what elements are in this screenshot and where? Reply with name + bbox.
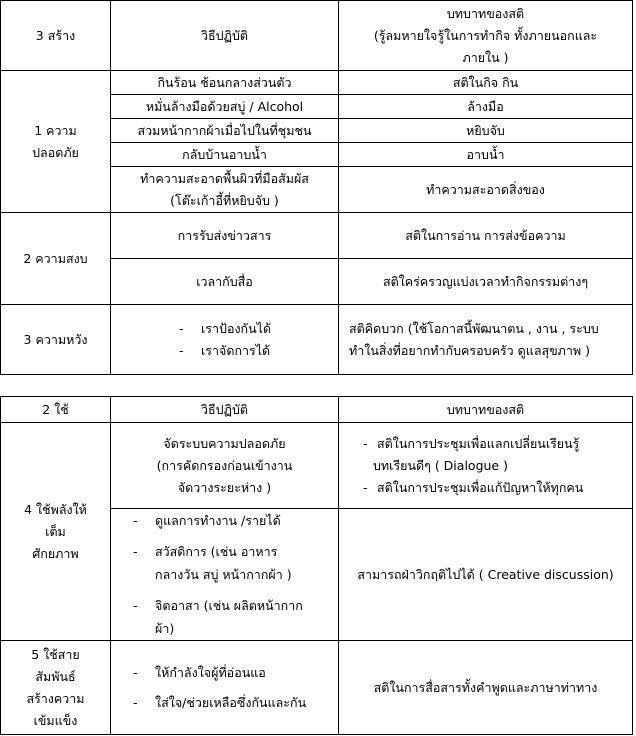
header-use: 2 ใช้: [1, 397, 111, 423]
role-line: ทำในสิ่งที่อยากทำกับครอบครัว ดูแลสุขภาพ ): [349, 342, 591, 358]
section-hope-title: 3 ความหวัง: [1, 305, 111, 375]
practice-cell: [111, 641, 339, 735]
list-item-text: เราจัดการได้: [201, 342, 271, 358]
bullet: -: [133, 598, 138, 613]
practice-cell: กลับบ้านอาบน้ำ: [111, 143, 339, 167]
table-row: [1, 305, 633, 375]
list-item-text: จิตอาสา (เช่น ผลิตหน้ากาก: [155, 598, 303, 613]
practice-cell: เวลากับสื่อ: [111, 259, 339, 305]
table-header-row: [1, 1, 633, 71]
header-role-desc: (รู้ลมหายใจรู้ในการทำกิจ ทั้งภายนอกและ: [373, 27, 598, 43]
practice-line: จัดวางระยะห่าง ): [177, 479, 272, 495]
list-item-text: สติในการประชุมเพื่อแก้ปัญหาให้ทุกคน: [377, 479, 584, 495]
table-row: [1, 423, 633, 509]
practice-line: (การคัดกรองก่อนเข้างาน: [156, 457, 293, 473]
list-item: [125, 594, 334, 640]
section-title-line: ปลอดภัย: [32, 144, 79, 160]
bullet: -: [179, 320, 184, 336]
role-cell: สติใคร่ครวญแบ่งเวลาทำกิจกรรมต่างๆ: [339, 259, 633, 305]
table-row: [1, 641, 633, 735]
list-item: [125, 662, 334, 684]
list-item: [125, 509, 334, 532]
section-title-line: สัมพันธ์: [35, 668, 76, 684]
bullet: -: [363, 479, 368, 495]
list-item: [171, 318, 334, 340]
list-item-text: ดูแลการทำงาน /รายได้: [155, 513, 281, 528]
bullet: -: [133, 544, 138, 559]
section-title-line: 1 ความ: [34, 122, 77, 138]
bullet: -: [363, 435, 368, 451]
practice-cell: [111, 305, 339, 375]
practice-cell: [111, 423, 339, 509]
practice-line: จัดระบบความปลอดภัย: [163, 435, 286, 451]
section-title-line: 4 ใช้พลังให้: [24, 501, 87, 517]
header-mindfulness-role: [339, 1, 633, 71]
role-cell: สติในการสื่อสารทั้งคำพูดและภาษาท่าทาง: [339, 641, 633, 735]
list-item-text: ให้กำลังใจผู้ที่อ่อนแอ: [155, 664, 266, 680]
list-item: [171, 340, 334, 362]
header-role-desc-2: ภายใน ): [462, 49, 509, 65]
list-item-text: ใส่ใจ/ช่วยเหลือซึ่งกันและกัน: [155, 694, 307, 710]
section-potential-title: [1, 423, 111, 641]
list-item-text: ผ้า): [155, 621, 175, 636]
role-cell: อาบน้ำ: [339, 143, 633, 167]
list-item: [125, 692, 334, 714]
role-cell: ทำความสะอาดสิ่งของ: [339, 167, 633, 213]
header-practice: วิธีปฏิบัติ: [111, 1, 339, 71]
list-item-text: สติในการประชุมเพื่อแลกเปลี่ยนเรียนรู้: [377, 435, 580, 451]
list-item: [125, 540, 334, 586]
bullet: -: [133, 694, 138, 710]
section-title-line: 5 ใช้สาย: [31, 646, 80, 662]
list-item-text: กลางวัน สบู่ หน้ากากผ้า ): [155, 567, 292, 582]
bullet: -: [133, 513, 138, 528]
section-safety-title: [1, 71, 111, 213]
role-cell: [339, 305, 633, 375]
header-mindfulness-role: บทบาทของสติ: [339, 397, 633, 423]
section-relationship-title: [1, 641, 111, 735]
practice-line: (โต๊ะเก้าอี้ที่หยิบจับ ): [170, 192, 279, 208]
list-item: [359, 433, 628, 455]
bullet: -: [179, 342, 184, 358]
practice-cell: [111, 509, 339, 641]
list-item-text: สวัสดิการ (เช่น อาหาร: [155, 544, 278, 559]
bullet: -: [133, 664, 138, 680]
header-practice: วิธีปฏิบัติ: [111, 397, 339, 423]
table-header-row: [1, 397, 633, 423]
practice-line: ทำความสะอาดพื้นผิวที่มือสัมผัส: [140, 170, 309, 186]
section-title-line: สร้างความ: [26, 690, 85, 706]
header-role-title: บทบาทของสติ: [446, 5, 525, 21]
section-title-line: เต็ม: [45, 523, 66, 539]
section-title-line: เข้มแข็ง: [33, 712, 78, 728]
list-item: [359, 477, 628, 499]
practice-cell: หมั่นล้างมือด้วยสบู่ / Alcohol: [111, 95, 339, 119]
role-line: สติคิดบวก (ใช้โอกาสนี้พัฒนาตน , งาน , ระบบ: [349, 320, 599, 336]
role-cell: สามารถฝ่าวิกฤติไปได้ ( Creative discussion): [339, 509, 633, 641]
section-title-line: ศักยภาพ: [32, 545, 79, 561]
practice-cell: การรับส่งข่าวสาร: [111, 213, 339, 259]
header-build: 3 สร้าง: [1, 1, 111, 71]
table-row: [1, 213, 633, 259]
role-cell: หยิบจับ: [339, 119, 633, 143]
section-calm-title: 2 ความสงบ: [1, 213, 111, 305]
practice-cell: สวมหน้ากากผ้าเมื่อไปในที่ชุมชน: [111, 119, 339, 143]
role-cell: ล้างมือ: [339, 95, 633, 119]
strategy-table-use: [0, 396, 633, 735]
role-cell: สติในกิจ กิน: [339, 71, 633, 95]
table-row: [1, 71, 633, 95]
role-cell: สติในการอ่าน การส่งข้อความ: [339, 213, 633, 259]
practice-cell: กินร้อน ช้อนกลางส่วนตัว: [111, 71, 339, 95]
practice-cell: [111, 167, 339, 213]
role-cell: [339, 423, 633, 509]
list-item-text: เราป้องกันได้: [201, 320, 272, 336]
list-item-text: บทเรียนดีๆ ( Dialogue ): [373, 457, 508, 473]
